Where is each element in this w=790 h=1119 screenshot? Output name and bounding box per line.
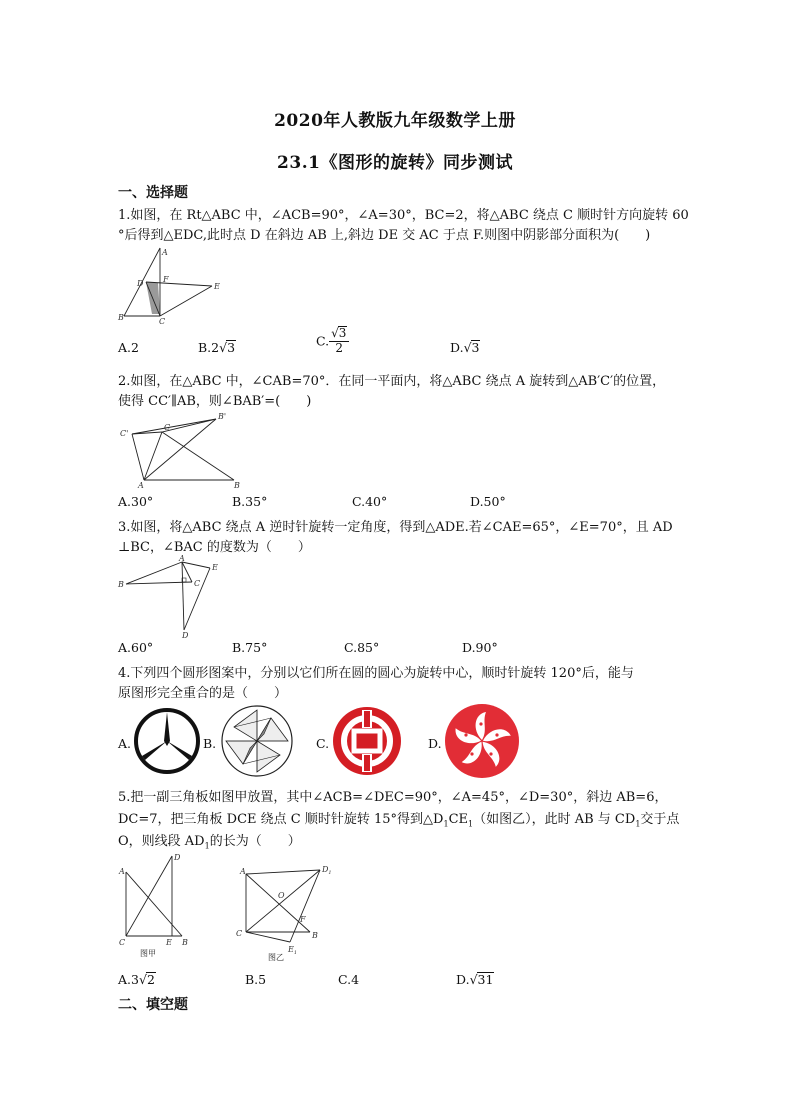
q5-fig1-label-d: D	[174, 853, 181, 862]
q3-option-d[interactable]: D.90°	[462, 640, 498, 655]
q2-label-b1: B'	[218, 412, 227, 421]
q2-label-b: B	[234, 481, 240, 490]
q4-text-line2: 原图形完全重合的是（ ）	[118, 686, 288, 701]
q1-option-b[interactable]	[198, 340, 236, 355]
q1-option-c-fraction	[329, 326, 349, 356]
q1-text-line1: 1.如图，在 Rt△ABC 中，∠ACB=90°，∠A=30°，BC=2，将△ABC 绕点 C 顺时针方向旋转 60	[118, 208, 689, 223]
q1-label-a: A	[162, 248, 168, 257]
q2-label-c: C	[164, 423, 171, 432]
q1-option-b-radicand: 3	[227, 340, 236, 355]
q5-line2-part-c: （如图乙），此时 AB 与 CD	[473, 812, 636, 827]
q5-line2-sub2: 1	[468, 819, 474, 829]
sqrt-sign: √	[219, 340, 228, 355]
q5-line2-sub3: 1	[635, 819, 641, 829]
q3-label-b: B	[118, 580, 124, 589]
q5-option-d-radicand: 31	[477, 972, 494, 987]
q3-label-d: D	[182, 631, 189, 638]
sqrt-sign: √	[463, 340, 472, 355]
section-heading-fill: 二、填空题	[118, 997, 188, 1013]
q5-figure-jia	[116, 848, 196, 960]
q5-fig2-label-b: B	[312, 931, 318, 940]
q5-option-d-prefix: D.	[456, 972, 470, 987]
q1-option-d[interactable]	[450, 340, 480, 355]
q5-fig1-label-a: A	[119, 867, 125, 876]
q5-fig2-label-a: A	[240, 867, 246, 876]
q5-fig2-label-e1-sub: 1	[293, 950, 298, 956]
q5-option-b[interactable]: B.5	[245, 972, 267, 987]
sqrt-sign: √	[469, 972, 478, 987]
q5-line2-part-b: CE	[448, 812, 468, 827]
q5-fig2-label-o: O	[278, 891, 285, 900]
q1-label-f: F	[163, 275, 169, 284]
q3-label-c: C	[194, 579, 201, 588]
section-heading-choice: 一、选择题	[118, 185, 188, 201]
q5-fig1-label-b: B	[182, 938, 188, 947]
q1-label-d: D	[137, 279, 144, 288]
q2-label-a: A	[138, 481, 144, 490]
document-title: 2020年人教版九年级数学上册	[274, 111, 516, 131]
q5-fig2-label-e1-main: E	[288, 945, 294, 954]
q5-line3-part-b: 的长为（ ）	[209, 834, 301, 849]
sqrt-sign: √	[138, 972, 147, 987]
q4-option-a[interactable]: A.	[118, 736, 132, 751]
q5-fig2-label-d1	[321, 865, 332, 876]
q5-fig1-label-e: E	[166, 938, 172, 947]
q2-label-c1: C'	[120, 429, 129, 438]
q5-option-a[interactable]	[118, 972, 156, 987]
q5-option-c[interactable]: C.4	[338, 972, 360, 987]
q3-label-e: E	[212, 563, 218, 572]
q1-option-a[interactable]: A.2	[118, 340, 139, 355]
q5-fig2-label-f: F	[300, 915, 306, 924]
q1-label-b: B	[118, 313, 124, 322]
sqrt-sign: √	[331, 326, 339, 340]
q1-figure	[116, 246, 226, 326]
q1-option-c-denominator: 2	[335, 340, 344, 355]
q2-text-line1: 2.如图，在△ABC 中，∠CAB=70°．在同一平面内，将△ABC 绕点 A 旋转到△AB′C′的位置，	[118, 374, 666, 389]
q4-text-line1: 4.下列四个圆形图案中，分别以它们所在圆的圆心为旋转中心，顺时针旋转 120°后，能与	[118, 666, 634, 681]
q5-option-a-prefix: A.	[118, 972, 132, 987]
q3-option-a[interactable]: A.60°	[118, 640, 154, 655]
q5-option-d[interactable]	[456, 972, 494, 987]
q2-text-line2: 使得 CC′∥AB，则∠BAB′=( )	[118, 394, 312, 409]
document-subtitle: 23.1《图形的旋转》同步测试	[277, 153, 513, 173]
q5-line2-part-a: DC=7，把三角板 DCE 绕点 C 顺时针旋转 15°得到△D	[118, 812, 444, 827]
q5-fig1-label-c: C	[119, 938, 126, 947]
q1-option-c-num-radicand: 3	[338, 326, 347, 340]
q4-emblem-d-flower	[442, 702, 522, 780]
q5-option-a-coef: 3	[131, 972, 139, 987]
q3-text-line2: ⊥BC，∠BAC 的度数为（ ）	[118, 540, 311, 555]
q5-fig2-caption: 图乙	[268, 953, 284, 962]
q3-figure	[116, 554, 226, 638]
q1-option-d-radicand: 3	[471, 340, 480, 355]
q5-line3-sub: 1	[204, 841, 210, 851]
q2-option-a[interactable]: A.30°	[118, 494, 154, 509]
q4-emblem-c-coin	[330, 704, 404, 778]
q5-text-line1: 5.把一副三角板如图甲放置，其中∠ACB=∠DEC=90°，∠A=45°，∠D=30°，斜边 AB=6，	[118, 790, 668, 805]
q2-option-b[interactable]: B.35°	[232, 494, 268, 509]
q2-figure	[116, 410, 246, 490]
q5-fig2-label-d1-sub: 1	[328, 870, 332, 876]
q3-text-line1: 3.如图，将△ABC 绕点 A 逆时针旋转一定角度，得到△ADE.若∠CAE=65°，∠E=70°，且 AD	[118, 520, 673, 535]
q5-fig2-label-c: C	[236, 929, 243, 938]
q4-option-c[interactable]: C.	[316, 736, 330, 751]
q3-label-a: A	[179, 554, 185, 563]
q5-figure-yi	[232, 860, 342, 964]
q5-line2-sub1: 1	[443, 819, 449, 829]
q1-option-d-prefix: D.	[450, 340, 464, 355]
q1-option-b-prefix: B.	[198, 340, 212, 355]
q1-text-line2: °后得到△EDC,此时点 D 在斜边 AB 上,斜边 DE 交 AC 于点 F.则图中阴影部分面积为( )	[118, 228, 651, 243]
q4-option-b[interactable]: B.	[203, 736, 217, 751]
q4-option-d[interactable]: D.	[428, 736, 442, 751]
q2-option-c[interactable]: C.40°	[352, 494, 388, 509]
q3-option-c[interactable]: C.85°	[344, 640, 380, 655]
q5-fig1-caption: 图甲	[140, 949, 156, 958]
q1-label-e: E	[214, 282, 220, 291]
q4-emblem-b-pinwheel	[218, 704, 296, 778]
q4-emblem-a-three-star	[132, 704, 202, 778]
q3-option-b[interactable]: B.75°	[232, 640, 268, 655]
q5-fig2-label-d1-main: D	[322, 865, 329, 874]
q1-option-b-coef: 2	[211, 340, 220, 355]
q5-line3-part-a: O，则线段 AD	[118, 834, 205, 849]
q1-option-c[interactable]	[316, 326, 349, 356]
q5-fig2-label-e1	[287, 945, 297, 956]
q5-line2-part-d: 交于点	[640, 812, 680, 827]
q5-option-a-radicand: 2	[146, 972, 155, 987]
q5-text-line2	[118, 808, 679, 829]
q1-label-c: C	[159, 317, 166, 326]
q2-option-d[interactable]: D.50°	[470, 494, 506, 509]
q1-option-c-prefix: C.	[316, 333, 330, 349]
